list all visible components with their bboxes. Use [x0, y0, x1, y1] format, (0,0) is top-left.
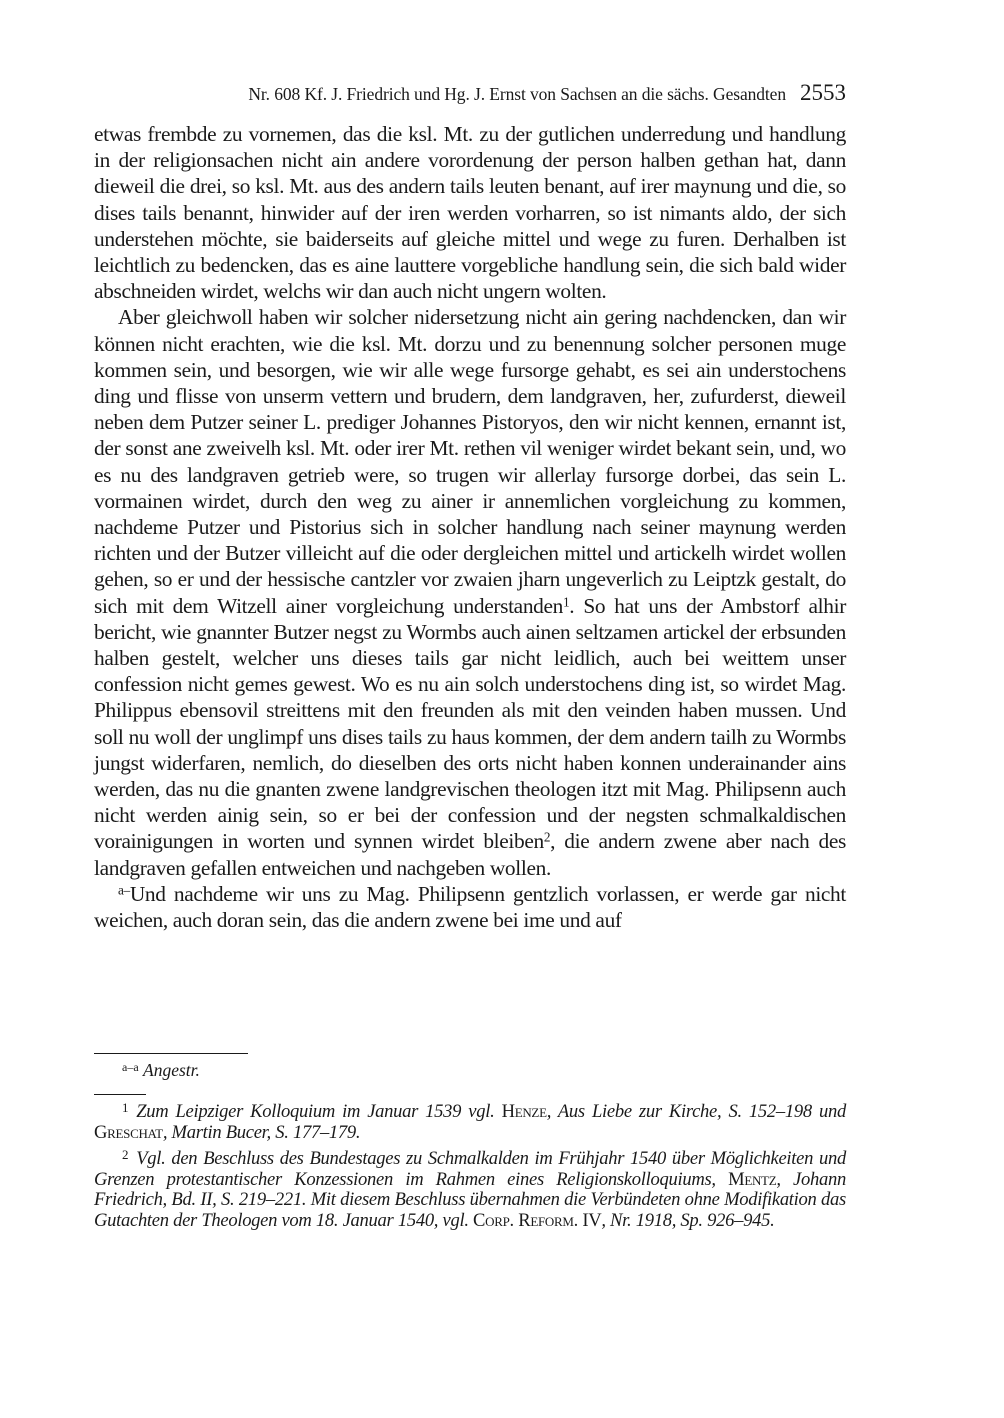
footnote-rule — [94, 1094, 146, 1095]
paragraph-2-part-1: Aber gleichwoll haben wir solcher nidersetzung nicht ain gering nachdencken, dan wir können nicht erachten, wie die ksl. Mt. dorzu und zu benennung solcher personen muge kommen sein, und besorgen, wie wir alle wege fursorge gehabt, es sei ain understochens ding und flisse von unserm vettern und brudern, dem landgraven, her, zufurderst, dieweil neben dem Putzer seiner L. prediger Johannes Pistoryos, den wir nicht kennen, ernannt ist, der sonst ane zweivelh ksl. Mt. oder irer Mt. rethen vil weniger wirdet bekant sein, und, wo es nu des landgraven getrieb were, so trugen wir allerlay fursorge dorbei, das sein L. vormainen wirdet, durch den weg zu ainer ir annemlichen vorgleichung zu kommen, nachdeme Putzer und Pistorius sich in solcher handlung nach seiner maynung werden richten und der Butzer villeicht auf die oder dergleichen mittel und artickelh wirdet wollen gehen, so er und der hessische cantzler vor zwaien jharn ungeverlich zu Leiptzk gestalt, do sich mit dem Witzell ainer vorgleichung understanden — [94, 305, 846, 618]
footnote-2-part: , Nr. 1918, Sp. 926–945. — [601, 1209, 775, 1231]
footnote-1-number: 1 — [122, 1100, 129, 1115]
variant-mark: a– — [118, 882, 130, 898]
running-title: Nr. 608 Kf. J. Friedrich und Hg. J. Ernst von Sachsen an die sächs. Gesandten — [248, 84, 786, 104]
footnote-1-part: Zum Leipziger Kolloquium im Januar 1539 vgl. — [136, 1101, 502, 1122]
footnote-2 — [94, 1145, 846, 1231]
apparatus-rule — [94, 1053, 248, 1054]
apparatus-text: Angestr. — [143, 1060, 200, 1080]
page-number: 2553 — [800, 80, 846, 105]
main-text — [94, 121, 846, 933]
footnotes — [94, 1098, 846, 1233]
footnote-1-part: , Martin Bucer, S. 177–179. — [162, 1121, 361, 1143]
footnote-2-number: 2 — [122, 1147, 129, 1162]
paragraph-2 — [94, 304, 846, 880]
paragraph-3-text: Und nachdeme wir uns zu Mag. Philipsenn gentzlich vorlassen, er werde gar nicht weichen, auch doran sein, das die andern zwene bei ime und auf — [94, 881, 846, 933]
footnote-2-part: , Johann Friedrich, Bd. II, S. 219–221. Mit diesem Beschluss übernahmen die Verbündeten ohne Modifikation das Gutachten der Theologen vom 18. Januar 1540, vgl. — [94, 1168, 846, 1231]
footnote-1-part: , Aus Liebe zur Kirche, S. 152–198 und — [546, 1101, 847, 1122]
apparatus-mark: a–a — [122, 1060, 139, 1074]
paragraph-2-part-2: . So hat uns der Ambstorf alhir bericht, wie gnannter Butzer negst zu Wormbs auch ainen seltzamen artickel der erbsunden halben gestelt, welcher uns dieses tails gar nicht leidlich, auch bei weittem unser confession nicht gemes gewest. Wo es nu ain solch understochens ding ist, so wirdet Mag. Philippus ebensovil streittens mit den freunden als mit den veinden haben mussen. Und soll nu woll der unglimpf uns dises tails zu haus kommen, der dem andern tailh zu Wormbs jungst widerfaren, nemlich, do dieselben des orts nicht haben konnen underainander ains werden, das nu die gnanten zwene landgrevischen theologen itzt mit Mag. Philipsenn auch nicht werden ainig sein, so er bei der confession und der negsten schmalkaldischen vorainigungen in worten und synnen wirdet bleiben — [94, 593, 846, 854]
footnote-2-part: Vgl. den Beschluss des Bundestages zu Schmalkalden im Frühjahr 1540 über Möglichkeiten und Grenzen protestantischer Konzessionen im Rahmen eines Religionskolloquiums, — [94, 1148, 846, 1190]
footnote-ref-1[interactable]: 1 — [563, 594, 570, 610]
author-mentz: Mentz — [728, 1168, 777, 1190]
author-henze: Henze — [501, 1101, 547, 1122]
paragraph-1: etwas frembde zu vornemen, das die ksl. Mt. zu der gutlichen underredung und handlung in der religionsachen nicht ain andere vorordenung der person halben gethan hat, dann dieweil die drei, so ksl. Mt. aus des andern tails leuten benant, auf irer maynung und die, so dises tails benannt, hinwider auf der iren werden vorharren, so ist nimants aldo, der sich understehen möchte, sie baiderseits auf gleiche mittel und wege zu furen. Derhalben ist leichtlich zu bedencken, das es aine lauttere vorgebliche handlung sein, die sich bald wider abschneiden wirdet, welchs wir dan auch nicht ungern wolten. — [94, 122, 846, 304]
paragraph-2-part-3: , die andern zwene aber nach des landgraven gefallen entweichen und nachgeben wollen. — [94, 829, 846, 880]
running-head — [94, 80, 846, 107]
paragraph-3 — [94, 881, 846, 933]
author-greschat: Greschat — [94, 1121, 163, 1143]
volume-number: IV — [577, 1209, 602, 1231]
source-corp-reform: Corp. Reform. — [473, 1209, 578, 1231]
footnote-1 — [94, 1098, 846, 1143]
text-apparatus — [94, 1057, 846, 1080]
footnote-ref-2[interactable]: 2 — [543, 829, 551, 845]
